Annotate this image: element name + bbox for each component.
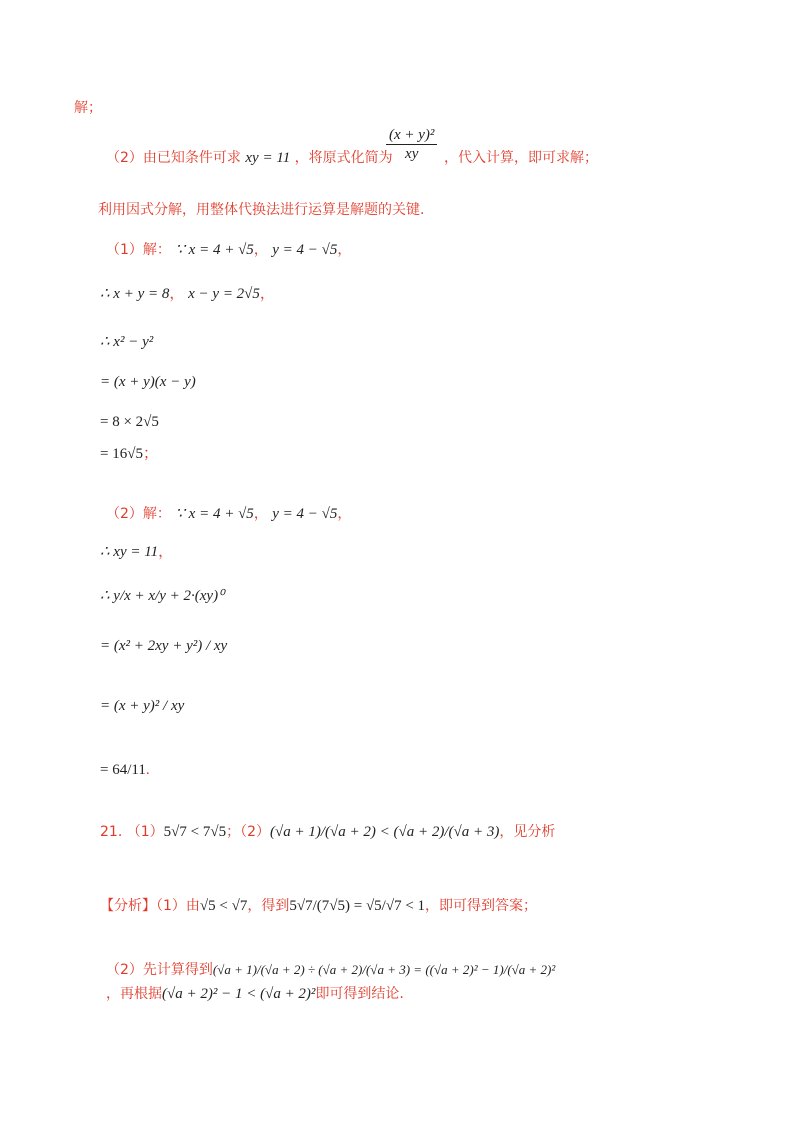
sol1-given-y: y = 4 − √5 [272, 242, 338, 258]
analysis-p1 [100, 896, 537, 916]
analysis-p1-mid: ，得到 [247, 898, 290, 914]
sol2-step3-value: = 64/11 [100, 762, 146, 778]
sol1-diff: x − y = 2√5 [188, 286, 260, 302]
q21-ans1-prefix: （1） [126, 824, 164, 840]
sol1-step3-value: = 16√5 [100, 446, 143, 462]
q21-suffix: ，见分析 [499, 824, 556, 840]
analysis-p1-prefix: （1）由 [156, 898, 200, 914]
sol2-step3 [100, 760, 150, 780]
q21-sep: ；（2） [226, 824, 270, 840]
sol2-label: （2）解： [106, 506, 171, 522]
sol1-sum-line: ∴ x + y = 8， x − y = 2√5， [100, 286, 275, 302]
analysis-p1-cmp: √5 < √7 [199, 898, 248, 914]
part2-frac-num: (x + y)² [386, 126, 437, 145]
q21-label: 21. [100, 824, 123, 840]
sol1-expr: ∴ x² − y² [100, 334, 154, 350]
sol1-sum: ∴ x + y = 8 [100, 286, 170, 302]
sol1-given: （1）解： ∵ x = 4 + √5， y = 4 − √5， [106, 242, 352, 258]
part2-fraction [384, 126, 439, 163]
q21-ans2: (√a + 1)/(√a + 2) < (√a + 2)/(√a + 3) [270, 824, 500, 840]
analysis-p2a [106, 960, 555, 980]
part2-frac-den: xy [405, 146, 419, 162]
analysis-p2b [106, 984, 404, 1004]
analysis-p2-prefix: （2）先计算得到 [106, 962, 213, 978]
sol2-step2: = (x + y)² / xy [100, 698, 185, 714]
sol1-step3 [100, 444, 158, 464]
analysis-p1-suffix: ，即可得到答案； [425, 898, 538, 914]
part2-prefix: （2）由已知条件可求 [106, 150, 241, 166]
q21-ans1: 5√7 < 7√5 [163, 824, 227, 840]
analysis-p2-expr: (√a + 1)/(√a + 2) ÷ (√a + 2)/(√a + 3) = ((√a + 2)² − 1)/(√a + 2)² [212, 962, 556, 977]
sol2-step1: = (x² + 2xy + y²) / xy [100, 638, 228, 654]
sol1-end: ； [142, 446, 158, 462]
sol2-xy-line: ∴ xy = 11， [100, 544, 174, 560]
analysis-p2-cmp: (√a + 2)² − 1 < (√a + 2)² [162, 986, 316, 1002]
sol2-given: （2）解： ∵ x = 4 + √5， y = 4 − √5， [106, 506, 352, 522]
part2-suffix: ，代入计算，即可求解； [444, 150, 598, 166]
sol1-step1: = (x + y)(x − y) [100, 374, 196, 390]
sol2-end: . [145, 762, 150, 778]
sol1-given-x: ∵ x = 4 + √5 [175, 242, 254, 258]
sol1-step2: = 8 × 2√5 [100, 414, 159, 430]
analysis-tag: 【分析】 [100, 898, 156, 914]
sol1-label: （1）解： [106, 242, 171, 258]
sol2-given-y: y = 4 − √5 [272, 506, 338, 522]
intro-line: 解； [74, 100, 102, 116]
sol2-xy: ∴ xy = 11 [100, 544, 159, 560]
analysis-p2-mid: ，再根据 [106, 986, 162, 1002]
analysis-p2-suffix: 即可得到结论. [315, 986, 404, 1002]
analysis-p1-expr: 5√7/(7√5) = √5/√7 < 1 [289, 898, 426, 914]
key-note: 利用因式分解，用整体代换法进行运算是解题的关键. [98, 202, 425, 218]
sol2-given-x: ∵ x = 4 + √5 [175, 506, 254, 522]
part2-condition: xy = 11 [245, 150, 291, 166]
q21-answer [100, 822, 555, 842]
part2-hint [106, 148, 393, 168]
part2-mid: ，将原式化简为 [294, 150, 393, 166]
sol2-expr: ∴ y/x + x/y + 2·(xy)⁰ [100, 588, 225, 604]
